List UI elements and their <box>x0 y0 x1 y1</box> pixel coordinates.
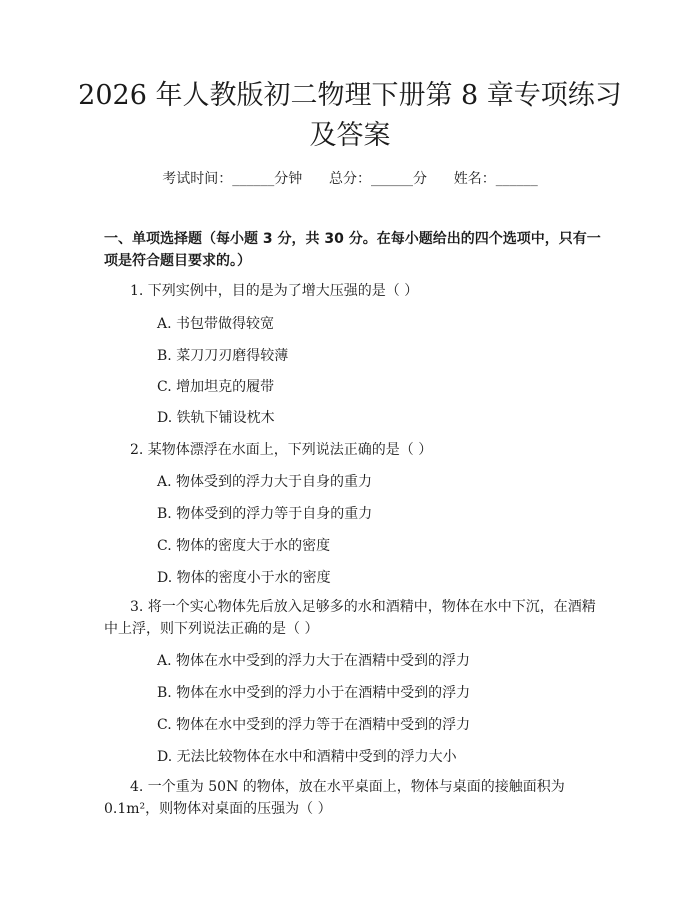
question-2-option-c: C. 物体的密度大于水的密度 <box>157 538 331 554</box>
exam-info-line <box>0 168 700 188</box>
question-3-option-c: C. 物体在水中受到的浮力等于在酒精中受到的浮力 <box>157 717 471 733</box>
student-name-blank: ______ <box>495 171 538 187</box>
question-2-option-b: B. 物体受到的浮力等于自身的重力 <box>157 506 373 522</box>
question-3-stem: 3. 将一个实心物体先后放入足够多的水和酒精中，物体在水中下沉，在酒精中上浮，则下列说法正确的是（ ） <box>104 599 596 637</box>
student-name-label: 姓名： <box>453 171 496 187</box>
exam-time-label: 考试时间： <box>162 171 233 187</box>
total-score-unit: 分 <box>413 171 427 187</box>
question-3-option-d: D. 无法比较物体在水中和酒精中受到的浮力大小 <box>157 749 457 765</box>
page-title: 2026 年人教版初二物理下册第 8 章专项练习及答案 <box>78 80 622 151</box>
question-2-stem: 2. 某物体漂浮在水面上，下列说法正确的是（ ） <box>130 442 433 458</box>
section-heading: 一、单项选择题（每小题 3 分，共 30 分。在每小题给出的四个选项中，只有一项是符合题目要求的。） <box>104 231 601 269</box>
question-1-option-a: A. 书包带做得较宽 <box>157 316 275 332</box>
question-2-option-d: D. 物体的密度小于水的密度 <box>157 570 331 586</box>
exam-time-unit: 分钟 <box>274 171 303 187</box>
exam-time-blank: ______ <box>232 171 275 187</box>
question-1-option-c: C. 增加坦克的履带 <box>157 379 275 395</box>
question-1-option-b: B. 菜刀刀刃磨得较薄 <box>157 348 289 364</box>
question-4-stem: 4. 一个重为 50N 的物体，放在水平桌面上，物体与桌面的接触面积为 0.1m²，则物体对桌面的压强为（ ） <box>104 779 565 817</box>
question-2-option-a: A. 物体受到的浮力大于自身的重力 <box>157 474 373 490</box>
question-1-option-d: D. 铁轨下铺设枕木 <box>157 410 275 426</box>
total-score-label: 总分： <box>329 171 371 187</box>
total-score-blank: ______ <box>371 171 413 187</box>
question-3-option-b: B. 物体在水中受到的浮力小于在酒精中受到的浮力 <box>157 685 471 701</box>
question-1-stem: 1. 下列实例中，目的是为了增大压强的是（ ） <box>130 283 419 299</box>
question-3-option-a: A. 物体在水中受到的浮力大于在酒精中受到的浮力 <box>157 653 471 669</box>
